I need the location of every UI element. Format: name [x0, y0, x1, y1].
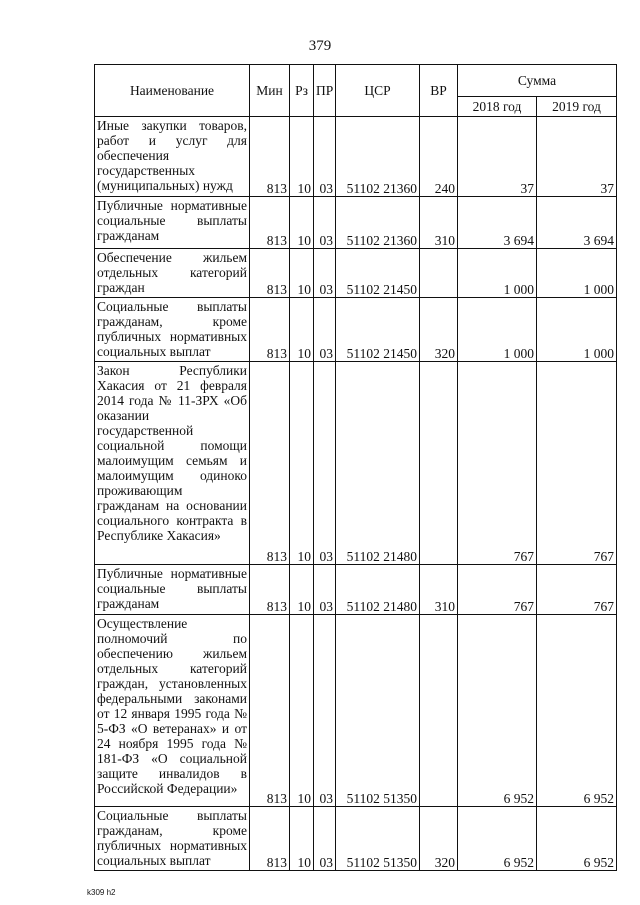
header-sum: Сумма: [458, 65, 617, 97]
row-csr: 51102 21480: [336, 565, 420, 615]
row-vr: 310: [420, 197, 458, 249]
footer-code: k309 h2: [87, 888, 116, 897]
row-sum-2018: 1 000: [458, 249, 537, 298]
page-number: 379: [308, 38, 332, 54]
row-min: 813: [250, 249, 290, 298]
row-name: Закон Республики Хакасия от 21 февраля 2014 года № 11-ЗРХ «Об оказании государственной социальной помощи малоимущим семьям и малоимущим одиноко проживающим гражданам на основании социального контракта в Республике Хакасия»: [95, 362, 250, 565]
row-min: 813: [250, 615, 290, 807]
row-sum-2018: 6 952: [458, 615, 537, 807]
row-pr: 03: [314, 117, 336, 197]
row-csr: 51102 21480: [336, 362, 420, 565]
row-vr: 310: [420, 565, 458, 615]
row-rz: 10: [290, 249, 314, 298]
row-rz: 10: [290, 117, 314, 197]
row-name: Публичные нормативные социальные выплаты гражданам: [95, 565, 250, 615]
header-rz: Рз: [290, 65, 314, 117]
row-vr: 240: [420, 117, 458, 197]
row-csr: 51102 21360: [336, 197, 420, 249]
row-min: 813: [250, 298, 290, 362]
row-csr: 51102 21450: [336, 298, 420, 362]
row-pr: 03: [314, 298, 336, 362]
row-min: 813: [250, 565, 290, 615]
row-name: Социальные выплаты гражданам, кроме публичных нормативных социальных выплат: [95, 298, 250, 362]
header-pr: ПР: [314, 65, 336, 117]
row-vr: [420, 249, 458, 298]
row-sum-2018: 37: [458, 117, 537, 197]
row-vr: [420, 615, 458, 807]
table-row: [95, 565, 617, 615]
row-sum-2019: 767: [537, 565, 617, 615]
row-csr: 51102 51350: [336, 807, 420, 871]
row-min: 813: [250, 362, 290, 565]
row-sum-2018: 6 952: [458, 807, 537, 871]
table-row: [95, 362, 617, 565]
table-row: [95, 615, 617, 807]
row-name: Осуществление полномочий по обеспечению жильем отдельных категорий граждан, установленных федеральными законами от 12 января 1995 года № 5-ФЗ «О ветеранах» и от 24 ноября 1995 года № 181-ФЗ «О социальной защите инвалидов в Российской Федерации»: [95, 615, 250, 807]
row-name: Обеспечение жильем отдельных категорий граждан: [95, 249, 250, 298]
row-pr: 03: [314, 615, 336, 807]
row-min: 813: [250, 807, 290, 871]
row-name: Иные закупки товаров, работ и услуг для обеспечения государственных (муниципальных) нужд: [95, 117, 250, 197]
table-row: [95, 298, 617, 362]
row-rz: 10: [290, 807, 314, 871]
row-sum-2018: 767: [458, 565, 537, 615]
row-vr: [420, 362, 458, 565]
row-pr: 03: [314, 565, 336, 615]
row-min: 813: [250, 117, 290, 197]
header-2019: 2019 год: [537, 97, 617, 117]
table-row: [95, 807, 617, 871]
row-pr: 03: [314, 807, 336, 871]
row-sum-2018: 3 694: [458, 197, 537, 249]
row-min: 813: [250, 197, 290, 249]
row-pr: 03: [314, 249, 336, 298]
row-pr: 03: [314, 197, 336, 249]
row-sum-2019: 1 000: [537, 298, 617, 362]
row-rz: 10: [290, 615, 314, 807]
row-sum-2019: 37: [537, 117, 617, 197]
row-csr: 51102 51350: [336, 615, 420, 807]
header-min: Мин: [250, 65, 290, 117]
row-rz: 10: [290, 298, 314, 362]
row-name: Публичные нормативные социальные выплаты гражданам: [95, 197, 250, 249]
row-sum-2019: 767: [537, 362, 617, 565]
row-vr: 320: [420, 807, 458, 871]
row-sum-2018: 1 000: [458, 298, 537, 362]
row-sum-2019: 1 000: [537, 249, 617, 298]
row-rz: 10: [290, 565, 314, 615]
row-rz: 10: [290, 362, 314, 565]
header-name: Наименование: [95, 65, 250, 117]
row-sum-2019: 3 694: [537, 197, 617, 249]
row-csr: 51102 21450: [336, 249, 420, 298]
row-pr: 03: [314, 362, 336, 565]
table-row: [95, 117, 617, 197]
header-2018: 2018 год: [458, 97, 537, 117]
row-sum-2018: 767: [458, 362, 537, 565]
row-sum-2019: 6 952: [537, 615, 617, 807]
table-row: [95, 197, 617, 249]
header-vr: ВР: [420, 65, 458, 117]
row-sum-2019: 6 952: [537, 807, 617, 871]
row-rz: 10: [290, 197, 314, 249]
table-row: [95, 249, 617, 298]
row-name: Социальные выплаты гражданам, кроме публичных нормативных социальных выплат: [95, 807, 250, 871]
row-vr: 320: [420, 298, 458, 362]
header-csr: ЦСР: [336, 65, 420, 117]
budget-table: [94, 64, 617, 871]
row-csr: 51102 21360: [336, 117, 420, 197]
